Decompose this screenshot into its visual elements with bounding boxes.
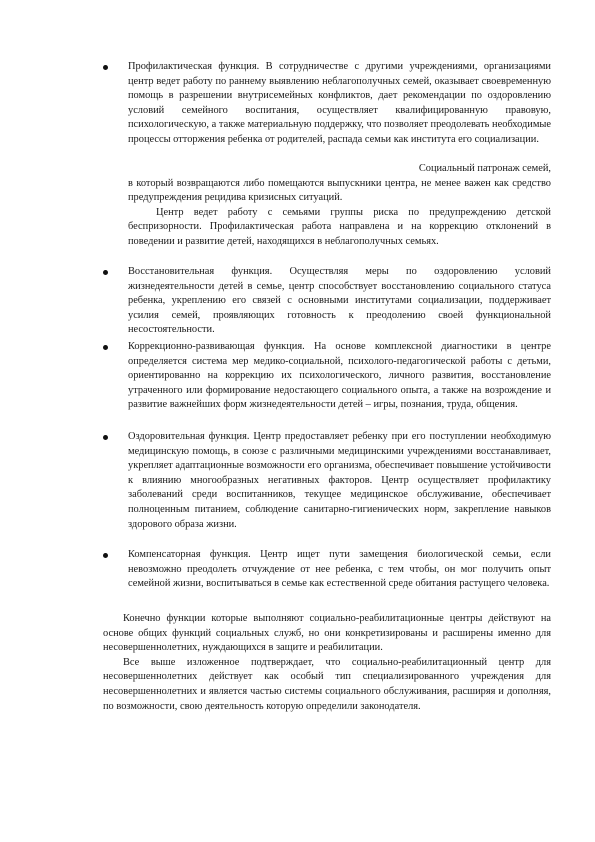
bullet-icon — [103, 345, 108, 350]
list-item-text: Восстановительная функция. Осуществляя меры по оздоровлению условий жизнедеятельности детей в семье, центр способствует восстановлению социального статуса ребенка, укреплению его связей с основными институтами социализации, поддерживает усилия семей, проявляющих готовность к преодолению своей функциональной несостоятельности. — [128, 266, 551, 336]
list-item-text: Компенсаторная функция. Центр ищет пути замещения биологической семьи, если невозможно преодолеть отчуждение от нее ребенка, с тем чтобы, он мог получить опыт семейной жизни, воспитываться в семье как естественной среде обитания растущего человека. — [128, 549, 551, 590]
continuation-paragraph: Центр ведет работу с семьями группы риска по предупреждению детской беспризорности. Профилактическая работа направлена и на коррекцию отклонений в поведении и развитие детей, находящихся в неблагополучных семьях. — [128, 206, 551, 247]
continuation-block — [128, 162, 551, 250]
bullet-icon — [103, 65, 108, 70]
continuation-text: в который возвращаются либо помещаются выпускники центра, не менее важен как средство предупреждения рецидива кризисных ситуаций. — [128, 177, 551, 204]
continuation-first-line: Социальный патронаж семей, — [418, 163, 551, 174]
closing-block — [103, 612, 551, 714]
list-item-text: Профилактическая функция. В сотрудничестве с другими учреждениями, организациями центр ведет работу по раннему выявлению неблагополучных семей, оказывает своевременную помощь в разрешении внутрисемейных конфликтов, дает рекомендации по оздоровлению условий семейного воспитания, осуществляет квалифицированную правовую, психологическую, а также материальную поддержку, что позволяет преодолевать необходимые процессы отторжения ребенка от родителей, распада семьи как института его социализации. — [128, 61, 551, 145]
closing-paragraph: Все выше изложенное подтверждает, что социально-реабилитационный центр для несовершеннолетних действует как особый тип специализированного учреждения для несовершеннолетних и является частью системы социального обслуживания, расширяя и дополняя, по возможности, свою деятельность которую определили законодателя. — [103, 656, 551, 712]
list-item-text: Оздоровительная функция. Центр предоставляет ребенку при его поступлении необходимую медицинскую помощь, в союзе с различными медицинскими учреждениями восстанавливает, укрепляет адаптационные возможности его организма, обеспечивает повышение устойчивости к влиянию многообразных негативных факторов. Центр осуществляет профилактику заболеваний среди воспитанников, текущее медицинское обслуживание, обеспечивает полноценным питанием, соблюдение санитарно-гигиенических норм, закрепление навыков здорового образа жизни. — [128, 431, 551, 530]
bullet-icon — [103, 435, 108, 440]
list-item-text: Коррекционно-развивающая функция. На основе комплексной диагностики в центре определяется система мер медико-социальной, психолого-педагогической работы с детьми, ориентированно на коррекцию их психологического, личного развития, восстановление утраченного или формирование недостающего социального опыта, а также на возрождение и развитие важнейших форм жизнедеятельности детей – игры, познания, труда, общения. — [128, 341, 551, 411]
bullet-icon — [103, 270, 108, 275]
bullet-icon — [103, 553, 108, 558]
closing-paragraph: Конечно функции которые выполняют социально-реабилитационные центры действуют на основе общих функций социальных служб, но они конкретизированы и расширены именно для несовершеннолетних, нуждающихся в защите и реабилитации. — [103, 613, 551, 654]
